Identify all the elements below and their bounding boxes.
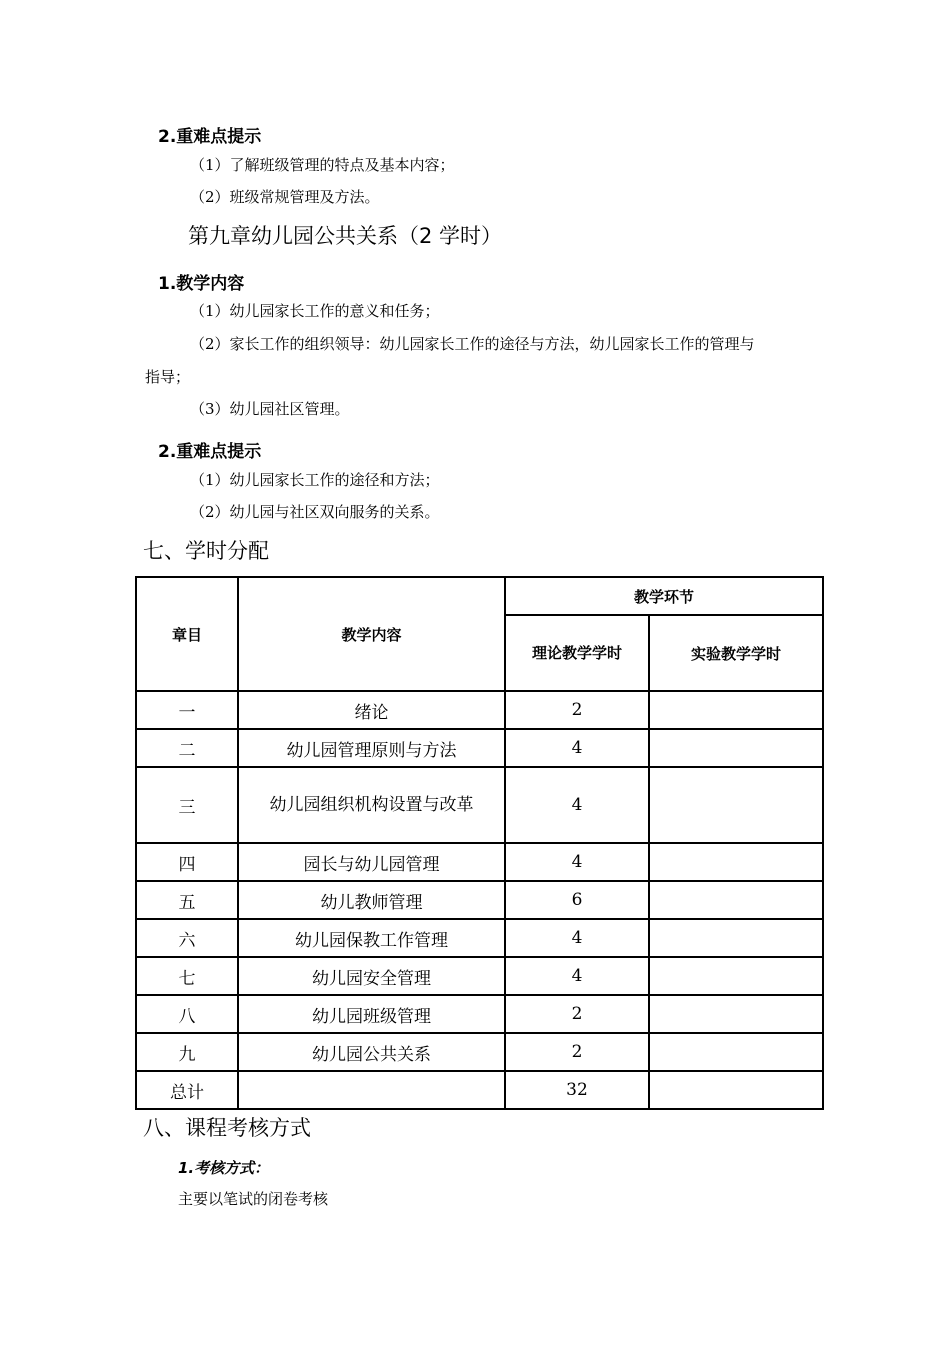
chapter-title: 第九章幼儿园公共关系（2 学时） (188, 224, 503, 248)
table-row (136, 843, 823, 881)
cell-content: 幼儿园保教工作管理 (238, 919, 505, 957)
cell-theory: 4 (505, 729, 649, 767)
cell-content: 幼儿园组织机构设置与改革 (238, 767, 505, 843)
assessment-method-heading: 1.考核方式： (178, 1159, 270, 1177)
section-title-hours: 七、学时分配 (143, 539, 269, 563)
cell-content: 幼儿园公共关系 (238, 1033, 505, 1071)
section-title-assessment: 八、课程考核方式 (143, 1116, 311, 1140)
assessment-method-text: 主要以笔试的闭卷考核 (178, 1190, 329, 1208)
header-content: 教学内容 (238, 577, 505, 691)
list-item: （2）班级常规管理及方法。 (190, 188, 380, 206)
cell-lab (649, 1071, 823, 1109)
cell-chapter: 八 (136, 995, 238, 1033)
cell-theory: 6 (505, 881, 649, 919)
section-heading-key-points: 2.重难点提示 (158, 442, 262, 462)
header-lab-hours: 实验教学学时 (649, 615, 823, 691)
list-item: （1）幼儿园家长工作的途径和方法； (190, 471, 440, 489)
cell-lab (649, 729, 823, 767)
cell-lab (649, 1033, 823, 1071)
cell-theory: 2 (505, 1033, 649, 1071)
section-heading-teaching-content: 1.教学内容 (158, 274, 245, 294)
cell-theory: 2 (505, 995, 649, 1033)
list-item: （1）了解班级管理的特点及基本内容； (190, 156, 455, 174)
cell-chapter: 六 (136, 919, 238, 957)
cell-content: 幼儿教师管理 (238, 881, 505, 919)
cell-lab (649, 767, 823, 843)
table-row (136, 995, 823, 1033)
cell-lab (649, 919, 823, 957)
cell-theory: 4 (505, 843, 649, 881)
cell-chapter: 三 (136, 767, 238, 843)
cell-content (238, 1071, 505, 1109)
cell-theory: 2 (505, 691, 649, 729)
table-row (136, 729, 823, 767)
table-row (136, 767, 823, 843)
cell-lab (649, 843, 823, 881)
list-item: （2）幼儿园与社区双向服务的关系。 (190, 503, 440, 521)
cell-lab (649, 881, 823, 919)
list-item: （3）幼儿园社区管理。 (190, 400, 350, 418)
table-row (136, 1033, 823, 1071)
cell-theory: 32 (505, 1071, 649, 1109)
cell-chapter: 一 (136, 691, 238, 729)
table-row (136, 881, 823, 919)
section-heading-key-points: 2.重难点提示 (158, 127, 262, 147)
hours-allocation-table (135, 576, 824, 1110)
table-row (136, 957, 823, 995)
table-row (136, 919, 823, 957)
cell-lab (649, 957, 823, 995)
cell-lab (649, 995, 823, 1033)
cell-chapter: 总计 (136, 1071, 238, 1109)
table-total-row (136, 1071, 823, 1109)
table-header-row (136, 577, 823, 615)
cell-content: 幼儿园管理原则与方法 (238, 729, 505, 767)
list-item-continuation: 指导； (145, 368, 191, 386)
cell-chapter: 七 (136, 957, 238, 995)
cell-theory: 4 (505, 957, 649, 995)
cell-chapter: 五 (136, 881, 238, 919)
cell-lab (649, 691, 823, 729)
cell-theory: 4 (505, 919, 649, 957)
table-row (136, 691, 823, 729)
list-item: （2）家长工作的组织领导：幼儿园家长工作的途径与方法，幼儿园家长工作的管理与 (190, 335, 755, 353)
header-theory-hours: 理论教学学时 (505, 615, 649, 691)
cell-chapter: 九 (136, 1033, 238, 1071)
cell-chapter: 四 (136, 843, 238, 881)
cell-content: 绪论 (238, 691, 505, 729)
list-item: （1）幼儿园家长工作的意义和任务； (190, 302, 440, 320)
cell-content: 幼儿园安全管理 (238, 957, 505, 995)
cell-theory: 4 (505, 767, 649, 843)
header-chapter: 章目 (136, 577, 238, 691)
header-teaching-stage: 教学环节 (505, 577, 823, 615)
cell-content: 幼儿园班级管理 (238, 995, 505, 1033)
cell-content: 园长与幼儿园管理 (238, 843, 505, 881)
cell-chapter: 二 (136, 729, 238, 767)
